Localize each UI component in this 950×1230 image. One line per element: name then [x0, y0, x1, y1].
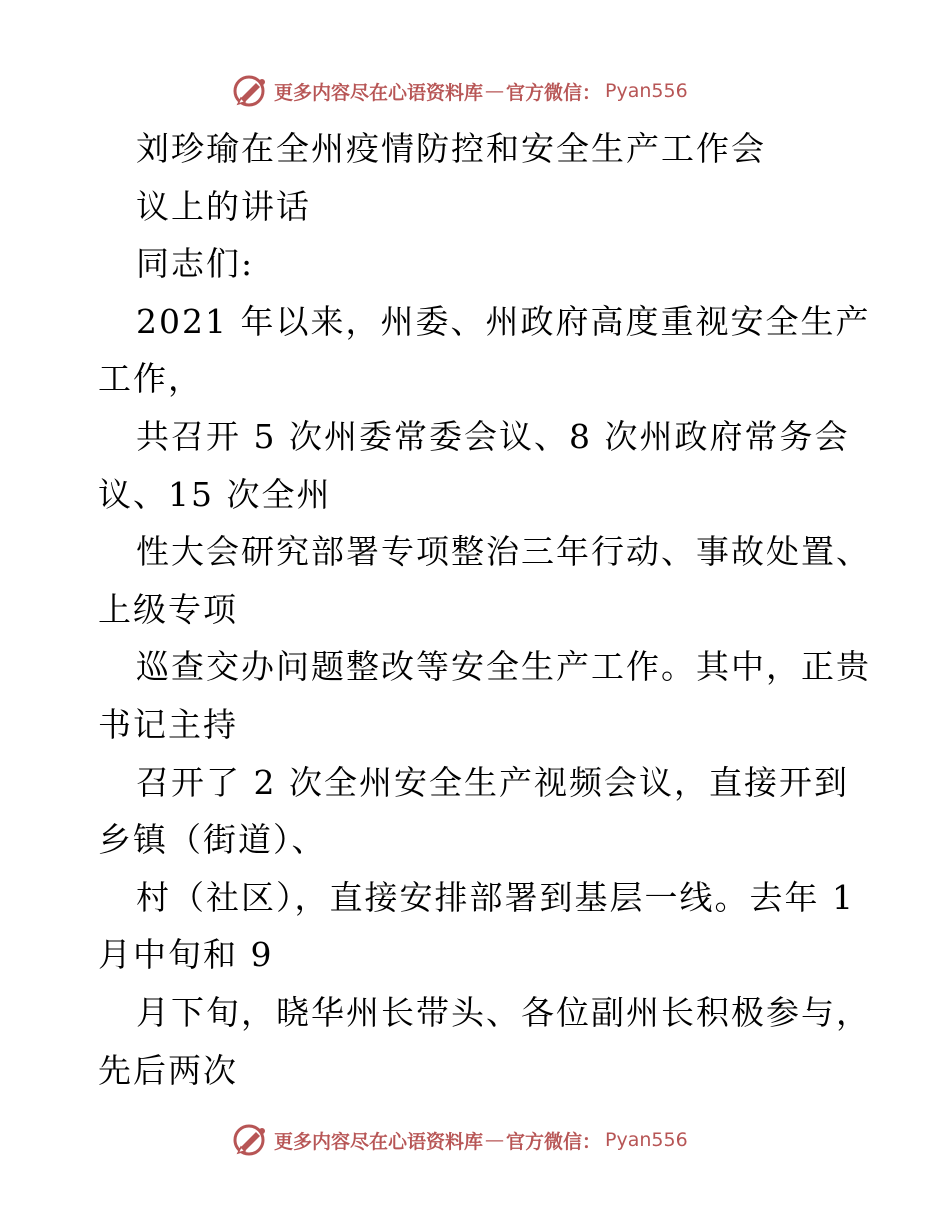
body-line: 乡镇（街道）、 — [98, 820, 327, 860]
banner-wechat-label: 官方微信： — [506, 81, 602, 104]
body-line: 工作， — [98, 359, 203, 399]
body-line: 月下旬，晓华州长带头、各位副州长积极参与， — [136, 992, 871, 1032]
body-line: 2021 年以来，州委、州政府高度重视安全生产 — [136, 301, 871, 341]
footer-banner — [232, 1122, 688, 1158]
body-line: 先后两次 — [98, 1050, 238, 1090]
header-banner — [232, 73, 688, 109]
banner-separator: — — [485, 1129, 505, 1151]
banner-text: 更多内容尽在心语资料库 — [274, 81, 484, 104]
banner-wechat-id: Pyan556 — [605, 80, 688, 102]
body-line: 巡查交办问题整改等安全生产工作。其中，正贵 — [136, 647, 871, 687]
banner-wechat-id: Pyan556 — [605, 1129, 688, 1151]
document-body — [98, 120, 871, 1099]
body-line: 性大会研究部署专项整治三年行动、事故处置、 — [136, 532, 871, 572]
banner-wechat-label: 官方微信： — [506, 1130, 602, 1153]
body-line: 召开了 2 次全州安全生产视频会议，直接开到 — [136, 762, 849, 802]
pen-logo-icon — [232, 74, 270, 108]
pen-logo-icon — [232, 1123, 270, 1157]
title-line-2: 议上的讲话 — [136, 186, 311, 226]
body-line: 议、15 次全州 — [98, 474, 332, 514]
title-line-1: 刘珍瑜在全州疫情防控和安全生产工作会 — [136, 129, 766, 168]
body-line: 村（社区），直接安排部署到基层一线。去年 1 — [136, 877, 855, 917]
body-line: 上级专项 — [98, 589, 238, 629]
banner-text: 更多内容尽在心语资料库 — [274, 1130, 484, 1153]
salutation: 同志们: — [136, 244, 255, 284]
banner-separator: — — [485, 80, 505, 102]
body-line: 书记主持 — [98, 704, 238, 744]
body-line: 共召开 5 次州委常委会议、8 次州政府常务会 — [136, 416, 850, 456]
body-line: 月中旬和 9 — [98, 935, 274, 975]
